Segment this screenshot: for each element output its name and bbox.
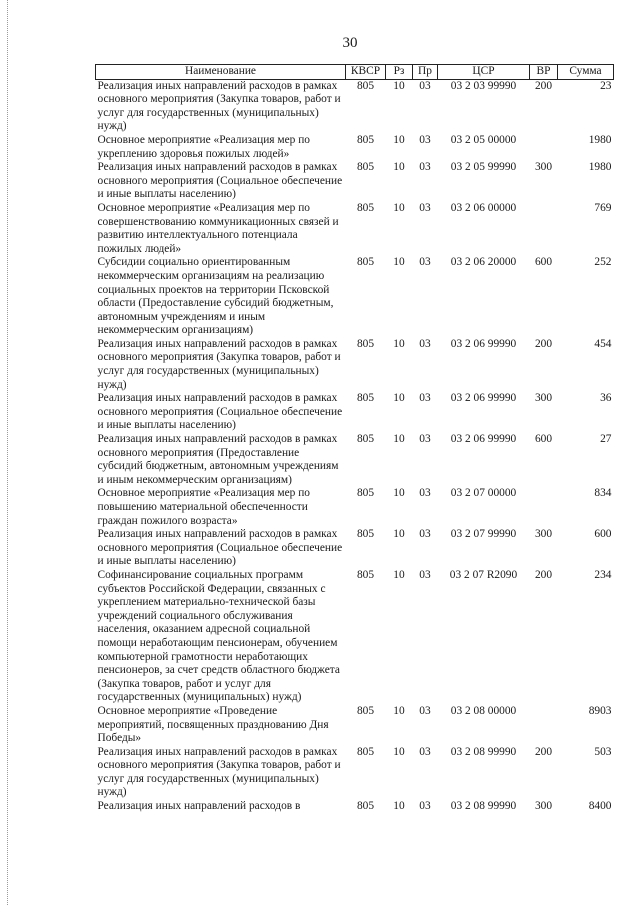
cell-csr: 03 2 08 00000 bbox=[450, 704, 517, 717]
column-header-sum: Сумма bbox=[558, 65, 614, 80]
cell-sum: 23 bbox=[600, 79, 612, 92]
cell-rz: 10 bbox=[393, 745, 405, 758]
table-row bbox=[96, 569, 614, 705]
cell-rz: 10 bbox=[393, 528, 405, 541]
cell-csr: 03 2 07 99990 bbox=[450, 528, 517, 541]
cell-sum: 503 bbox=[594, 745, 612, 758]
cell-name: Реализация иных направлений расходов в рамках основного мероприятия (Закупка товаров, работ и услуг для государственных (муниципальных) нужд) bbox=[97, 337, 341, 391]
cell-name: Реализация иных направлений расходов в рамках основного мероприятия (Социальное обеспечение и иные выплаты населению) bbox=[97, 161, 343, 201]
cell-kvsr: 805 bbox=[356, 133, 375, 146]
table-header-row bbox=[96, 65, 614, 80]
cell-kvsr: 805 bbox=[356, 568, 375, 581]
cell-kvsr: 805 bbox=[356, 433, 375, 446]
cell-rz: 10 bbox=[393, 256, 405, 269]
table-row bbox=[96, 79, 614, 134]
cell-csr: 03 2 06 20000 bbox=[450, 256, 517, 269]
cell-rz: 10 bbox=[393, 79, 405, 92]
table-row bbox=[96, 433, 614, 487]
cell-pr: 03 bbox=[419, 256, 431, 269]
cell-csr: 03 2 08 99990 bbox=[450, 745, 517, 758]
cell-sum: 8903 bbox=[588, 704, 612, 717]
table-row bbox=[96, 800, 614, 814]
cell-name: Основное мероприятие «Реализация мер по повышению материальной обеспеченности граждан пожилого возраста» bbox=[97, 487, 310, 527]
cell-vr: 300 bbox=[534, 800, 553, 813]
cell-csr: 03 2 06 99990 bbox=[450, 337, 517, 350]
column-header-name: Наименование bbox=[96, 65, 346, 80]
cell-name: Реализация иных направлений расходов в рамках основного мероприятия (Социальное обеспечение и иные выплаты населению) bbox=[97, 528, 343, 568]
page-number: 30 bbox=[342, 35, 358, 51]
cell-name: Реализация иных направлений расходов в рамках основного мероприятия (Предоставление субсидий бюджетным, автономным учреждениям и иным некоммерческим организациям) bbox=[97, 433, 339, 486]
cell-name: Реализация иных направлений расходов в bbox=[97, 800, 301, 813]
column-header-kvsr: КВСР bbox=[346, 65, 386, 80]
cell-kvsr: 805 bbox=[356, 161, 375, 174]
cell-rz: 10 bbox=[393, 487, 405, 500]
cell-vr: 200 bbox=[534, 745, 553, 758]
cell-sum: 769 bbox=[594, 201, 612, 214]
cell-rz: 10 bbox=[393, 800, 405, 813]
cell-kvsr: 805 bbox=[356, 337, 375, 350]
cell-vr bbox=[530, 487, 558, 528]
cell-pr: 03 bbox=[419, 79, 431, 92]
cell-pr: 03 bbox=[419, 745, 431, 758]
cell-name: Реализация иных направлений расходов в рамках основного мероприятия (Закупка товаров, работ и услуг для государственных (муниципальных) нужд) bbox=[97, 745, 341, 799]
cell-sum: 234 bbox=[594, 568, 612, 581]
cell-kvsr: 805 bbox=[356, 256, 375, 269]
table-row bbox=[96, 746, 614, 800]
cell-vr: 200 bbox=[534, 568, 553, 581]
cell-vr: 300 bbox=[534, 161, 553, 174]
cell-name: Софинансирование социальных программ субъектов Российской Федерации, связанных с укреплением материально-технической базы учреждений социального обслуживания населения, оказанием адресной социальной помощи неработающим пенсионерам, обучением компьютерной грамотности неработающих пенсионеров, за счет средств областного бюджета (Закупка товаров, работ и услуг для государственных (муниципальных) нужд) bbox=[97, 568, 340, 704]
cell-pr: 03 bbox=[419, 201, 431, 214]
cell-pr: 03 bbox=[419, 161, 431, 174]
table-row bbox=[96, 705, 614, 746]
cell-vr: 600 bbox=[534, 256, 553, 269]
table-row bbox=[96, 487, 614, 528]
cell-sum: 834 bbox=[594, 487, 612, 500]
cell-pr: 03 bbox=[419, 133, 431, 146]
cell-sum: 1980 bbox=[588, 161, 612, 174]
cell-kvsr: 805 bbox=[356, 800, 375, 813]
table-row bbox=[96, 392, 614, 433]
cell-vr: 300 bbox=[534, 528, 553, 541]
column-header-csr: ЦСР bbox=[438, 65, 530, 80]
cell-pr: 03 bbox=[419, 800, 431, 813]
cell-vr: 600 bbox=[534, 433, 553, 446]
cell-name: Реализация иных направлений расходов в рамках основного мероприятия (Закупка товаров, работ и услуг для государственных (муниципальных) нужд) bbox=[97, 79, 341, 133]
cell-rz: 10 bbox=[393, 133, 405, 146]
column-header-pr: Пр bbox=[413, 65, 438, 80]
table-row bbox=[96, 256, 614, 338]
cell-vr bbox=[530, 705, 558, 746]
cell-rz: 10 bbox=[393, 337, 405, 350]
cell-kvsr: 805 bbox=[356, 487, 375, 500]
cell-rz: 10 bbox=[393, 392, 405, 405]
table-row bbox=[96, 202, 614, 256]
cell-pr: 03 bbox=[419, 392, 431, 405]
cell-rz: 10 bbox=[393, 433, 405, 446]
cell-csr: 03 2 05 99990 bbox=[450, 161, 517, 174]
cell-rz: 10 bbox=[393, 568, 405, 581]
cell-pr: 03 bbox=[419, 487, 431, 500]
cell-csr: 03 2 08 99990 bbox=[450, 800, 517, 813]
cell-csr: 03 2 05 00000 bbox=[450, 133, 517, 146]
cell-pr: 03 bbox=[419, 433, 431, 446]
cell-name: Субсидии социально ориентированным некоммерческим организациям на реализацию социальных проектов на территории Псковской области (Предоставление субсидий бюджетным, автономным учреждениям и иным некоммерческим организациям) bbox=[97, 256, 334, 337]
cell-kvsr: 805 bbox=[356, 745, 375, 758]
table-row bbox=[96, 134, 614, 161]
cell-name: Реализация иных направлений расходов в рамках основного мероприятия (Социальное обеспечение и иные выплаты населению) bbox=[97, 392, 343, 432]
cell-sum: 27 bbox=[600, 433, 612, 446]
cell-sum: 36 bbox=[600, 392, 612, 405]
cell-pr: 03 bbox=[419, 568, 431, 581]
table-row bbox=[96, 338, 614, 392]
cell-csr: 03 2 07 00000 bbox=[450, 487, 517, 500]
column-header-vr: ВР bbox=[530, 65, 558, 80]
cell-vr: 200 bbox=[534, 79, 553, 92]
cell-kvsr: 805 bbox=[356, 528, 375, 541]
cell-vr bbox=[530, 202, 558, 256]
cell-sum: 454 bbox=[594, 337, 612, 350]
table-row bbox=[96, 161, 614, 202]
cell-pr: 03 bbox=[419, 704, 431, 717]
cell-name: Основное мероприятие «Реализация мер по совершенствованию коммуникационных связей и развитию интеллектуального потенциала пожилых людей» bbox=[97, 201, 339, 255]
cell-kvsr: 805 bbox=[356, 79, 375, 92]
cell-kvsr: 805 bbox=[356, 392, 375, 405]
cell-vr: 300 bbox=[534, 392, 553, 405]
cell-csr: 03 2 06 99990 bbox=[450, 433, 517, 446]
cell-pr: 03 bbox=[419, 528, 431, 541]
cell-csr: 03 2 06 00000 bbox=[450, 201, 517, 214]
cell-sum: 252 bbox=[594, 256, 612, 269]
table-row bbox=[96, 528, 614, 569]
cell-pr: 03 bbox=[419, 337, 431, 350]
cell-rz: 10 bbox=[393, 161, 405, 174]
scan-edge-dotted-line bbox=[7, 0, 9, 905]
cell-kvsr: 805 bbox=[356, 704, 375, 717]
cell-csr: 03 2 07 R2090 bbox=[449, 568, 518, 581]
cell-csr: 03 2 03 99990 bbox=[450, 79, 517, 92]
cell-sum: 8400 bbox=[588, 800, 612, 813]
cell-sum: 1980 bbox=[588, 133, 612, 146]
cell-csr: 03 2 06 99990 bbox=[450, 392, 517, 405]
cell-vr bbox=[530, 134, 558, 161]
budget-table bbox=[95, 64, 614, 814]
cell-kvsr: 805 bbox=[356, 201, 375, 214]
cell-name: Основное мероприятие «Проведение мероприятий, посвященных празднованию Дня Победы» bbox=[97, 704, 329, 745]
cell-vr: 200 bbox=[534, 337, 553, 350]
cell-rz: 10 bbox=[393, 704, 405, 717]
cell-rz: 10 bbox=[393, 201, 405, 214]
column-header-rz: Рз bbox=[386, 65, 413, 80]
cell-name: Основное мероприятие «Реализация мер по укреплению здоровья пожилых людей» bbox=[97, 133, 310, 160]
cell-sum: 600 bbox=[594, 528, 612, 541]
